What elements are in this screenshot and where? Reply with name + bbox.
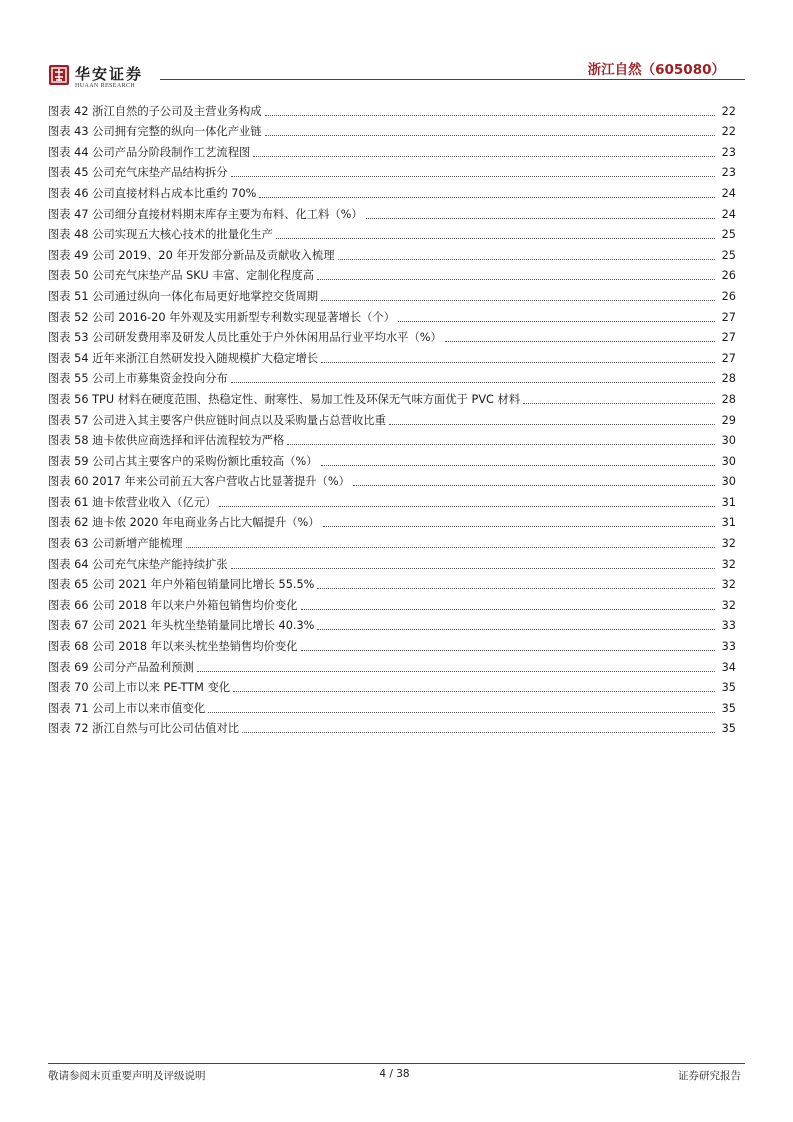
seal-icon <box>48 64 70 86</box>
toc-entry-label: 图表 45 公司充气床垫产品结构拆分 <box>48 166 228 180</box>
toc-entry-page: 32 <box>721 537 736 551</box>
logo-chinese-text: 华安证券 <box>75 65 144 83</box>
dot-leader <box>265 115 715 116</box>
dot-leader <box>231 382 715 383</box>
toc-entry-label: 图表 59 公司占其主要客户的采购份额比重较高（%） <box>48 454 318 468</box>
dot-leader <box>276 238 715 239</box>
page-header <box>48 62 745 96</box>
toc-entry-page: 22 <box>721 125 736 139</box>
dot-leader <box>321 465 715 466</box>
toc-entry-label: 图表 68 公司 2018 年以来头枕坐垫销售均价变化 <box>48 640 298 654</box>
dot-leader <box>317 629 715 630</box>
toc-entry[interactable] <box>48 325 736 346</box>
dot-leader <box>253 156 715 157</box>
toc-entry-label: 图表 65 公司 2021 年户外箱包销量同比增长 55.5% <box>48 578 315 592</box>
dot-leader <box>398 321 715 322</box>
toc-entry[interactable] <box>48 345 736 366</box>
dot-leader <box>366 218 715 219</box>
toc-entry-page: 34 <box>721 660 736 674</box>
toc-entry-page: 25 <box>721 248 736 262</box>
dot-leader <box>317 279 715 280</box>
toc-entry-page: 33 <box>721 640 736 654</box>
toc-entry[interactable] <box>48 407 736 428</box>
toc-entry-page: 35 <box>721 722 736 736</box>
dot-leader <box>231 176 715 177</box>
toc-entry-page: 30 <box>721 454 736 468</box>
dot-leader <box>353 485 715 486</box>
toc-entry[interactable] <box>48 572 736 593</box>
toc-entry[interactable] <box>48 160 736 181</box>
toc-entry-page: 30 <box>721 434 736 448</box>
toc-entry-page: 27 <box>721 310 736 324</box>
toc-entry-label: 图表 60 2017 年来公司前五大客户营收占比显著提升（%） <box>48 475 350 489</box>
dot-leader <box>242 732 715 733</box>
toc-entry[interactable] <box>48 592 736 613</box>
toc-entry-label: 图表 44 公司产品分阶段制作工艺流程图 <box>48 145 251 159</box>
report-title: 浙江自然（605080） <box>587 62 725 78</box>
dot-leader <box>323 526 715 527</box>
toc-entry-label: 图表 43 公司拥有完整的纵向一体化产业链 <box>48 125 262 139</box>
toc-entry-page: 28 <box>721 372 736 386</box>
toc-entry-page: 31 <box>721 495 736 509</box>
toc-entry-page: 28 <box>721 392 736 406</box>
toc-entry[interactable] <box>48 201 736 222</box>
toc-entry[interactable] <box>48 263 736 284</box>
toc-entry-label: 图表 51 公司通过纵向一体化布局更好地掌控交货周期 <box>48 289 319 303</box>
toc-entry[interactable] <box>48 510 736 531</box>
dot-leader <box>321 362 715 363</box>
toc-entry[interactable] <box>48 633 736 654</box>
toc-entry[interactable] <box>48 242 736 263</box>
toc-entry[interactable] <box>48 613 736 634</box>
toc-entry-page: 27 <box>721 351 736 365</box>
toc-entry-page: 23 <box>721 166 736 180</box>
toc-entry[interactable] <box>48 675 736 696</box>
dot-leader <box>208 712 715 713</box>
toc-entry-page: 22 <box>721 104 736 118</box>
toc-entry-page: 27 <box>721 331 736 345</box>
toc-entry-label: 图表 63 公司新增产能梳理 <box>48 537 183 551</box>
toc-entry[interactable] <box>48 139 736 160</box>
toc-entry[interactable] <box>48 551 736 572</box>
disclaimer-note: 敬请参阅末页重要声明及评级说明 <box>48 1070 206 1082</box>
toc-entry[interactable] <box>48 695 736 716</box>
toc-entry-label: 图表 57 公司进入其主要客户供应链时间点以及采购量占总营收比重 <box>48 413 386 427</box>
page-footer <box>48 1068 741 1084</box>
toc-entry-page: 26 <box>721 289 736 303</box>
toc-entry[interactable] <box>48 654 736 675</box>
toc-entry-label: 图表 50 公司充气床垫产品 SKU 丰富、定制化程度高 <box>48 269 314 283</box>
toc-entry[interactable] <box>48 716 736 737</box>
toc-entry-page: 32 <box>721 598 736 612</box>
dot-leader <box>301 650 715 651</box>
toc-entry-page: 24 <box>721 186 736 200</box>
header-divider <box>160 79 745 80</box>
dot-leader <box>338 259 715 260</box>
page-number: 4 / 38 <box>379 1068 410 1080</box>
toc-entry-page: 30 <box>721 475 736 489</box>
toc-entry-page: 23 <box>721 145 736 159</box>
toc-entry-label: 图表 58 迪卡侬供应商选择和评估流程较为严格 <box>48 434 285 448</box>
dot-leader <box>287 444 715 445</box>
dot-leader <box>231 568 715 569</box>
report-type: 证券研究报告 <box>678 1070 741 1082</box>
footer-divider <box>48 1063 745 1064</box>
dot-leader <box>301 609 715 610</box>
toc-entry[interactable] <box>48 489 736 510</box>
toc-entry-page: 32 <box>721 557 736 571</box>
dot-leader <box>389 424 715 425</box>
toc-entry-label: 图表 62 迪卡侬 2020 年电商业务占比大幅提升（%） <box>48 516 320 530</box>
toc-entry-label: 图表 72 浙江自然与可比公司估值对比 <box>48 722 240 736</box>
toc-entry[interactable] <box>48 386 736 407</box>
toc-entry-label: 图表 55 公司上市募集资金投向分布 <box>48 372 228 386</box>
toc-entry-label: 图表 71 公司上市以来市值变化 <box>48 701 206 715</box>
toc-entry[interactable] <box>48 448 736 469</box>
dot-leader <box>186 547 715 548</box>
toc-entry-page: 33 <box>721 619 736 633</box>
toc-entry-page: 25 <box>721 228 736 242</box>
toc-entry[interactable] <box>48 428 736 449</box>
toc-entry-page: 31 <box>721 516 736 530</box>
toc-entry-page: 35 <box>721 701 736 715</box>
toc-entry-label: 图表 64 公司充气床垫产能持续扩张 <box>48 557 228 571</box>
toc-entry-page: 29 <box>721 413 736 427</box>
toc-entry[interactable] <box>48 366 736 387</box>
toc-entry-page: 35 <box>721 681 736 695</box>
dot-leader <box>445 341 715 342</box>
dot-leader <box>321 300 715 301</box>
toc-entry-label: 图表 52 公司 2016-20 年外观及实用新型专利数实现显著增长（个） <box>48 310 396 324</box>
toc-entry-label: 图表 47 公司细分直接材料期末库存主要为布料、化工料（%） <box>48 207 363 221</box>
toc-entry[interactable] <box>48 283 736 304</box>
toc-entry-label: 图表 70 公司上市以来 PE-TTM 变化 <box>48 681 231 695</box>
toc-entry-page: 26 <box>721 269 736 283</box>
toc-entry[interactable] <box>48 98 736 119</box>
dot-leader <box>233 691 715 692</box>
company-logo <box>48 64 160 94</box>
toc-entry-label: 图表 42 浙江自然的子公司及主营业务构成 <box>48 104 262 118</box>
toc-entry-label: 图表 49 公司 2019、20 年开发部分新品及贡献收入梳理 <box>48 248 335 262</box>
toc-entry-label: 图表 67 公司 2021 年头枕坐垫销量同比增长 40.3% <box>48 619 315 633</box>
toc-entry-label: 图表 69 公司分产品盈利预测 <box>48 660 194 674</box>
toc-entry-label: 图表 53 公司研发费用率及研发人员比重处于户外休闲用品行业平均水平（%） <box>48 331 442 345</box>
toc-entry-label: 图表 61 迪卡侬营业收入（亿元） <box>48 495 217 509</box>
figure-list <box>48 98 736 736</box>
dot-leader <box>259 197 715 198</box>
dot-leader <box>523 403 715 404</box>
toc-entry-label: 图表 54 近年来浙江自然研发投入随规模扩大稳定增长 <box>48 351 319 365</box>
toc-entry-label: 图表 66 公司 2018 年以来户外箱包销售均价变化 <box>48 598 298 612</box>
toc-entry-page: 24 <box>721 207 736 221</box>
toc-entry-label: 图表 56 TPU 材料在硬度范围、热稳定性、耐寒性、易加工性及环保无气味方面优于 PVC 材料 <box>48 392 521 406</box>
toc-entry[interactable] <box>48 222 736 243</box>
toc-entry-label: 图表 48 公司实现五大核心技术的批量化生产 <box>48 228 273 242</box>
toc-entry[interactable] <box>48 469 736 490</box>
dot-leader <box>265 135 715 136</box>
dot-leader <box>197 671 715 672</box>
toc-entry-label: 图表 46 公司直接材料占成本比重约 70% <box>48 186 257 200</box>
toc-entry[interactable] <box>48 304 736 325</box>
logo-english-text: HUAAN RESEARCH <box>75 83 136 89</box>
toc-entry[interactable] <box>48 119 736 140</box>
toc-entry-page: 32 <box>721 578 736 592</box>
toc-entry[interactable] <box>48 180 736 201</box>
toc-entry[interactable] <box>48 530 736 551</box>
dot-leader <box>317 588 715 589</box>
dot-leader <box>219 506 715 507</box>
